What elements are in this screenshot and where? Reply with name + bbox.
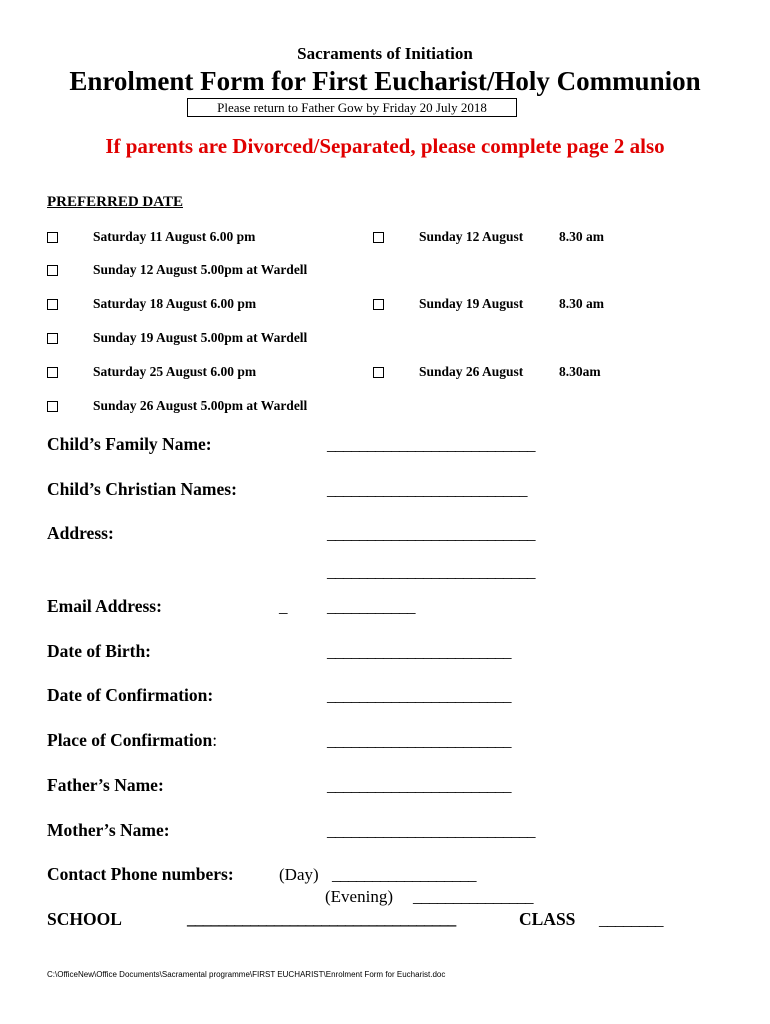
checkbox-sun-26-aug-wardell[interactable] bbox=[47, 401, 58, 412]
class-label: CLASS bbox=[519, 909, 576, 929]
father-name-label: Father’s Name: bbox=[47, 775, 164, 795]
form-subtitle: Sacraments of Initiation bbox=[297, 44, 473, 63]
address-label: Address: bbox=[47, 523, 114, 543]
contact-day-label: (Day) bbox=[279, 865, 319, 884]
address-field-line-1[interactable]: __________________________ bbox=[327, 524, 535, 543]
checkbox-sun-19-aug-wardell[interactable] bbox=[47, 333, 58, 344]
option-sun-19-aug-wardell-label: Sunday 19 August 5.00pm at Wardell bbox=[93, 330, 308, 345]
option-sat-18-aug-label: Saturday 18 August 6.00 pm bbox=[93, 296, 257, 311]
confirmation-date-label: Date of Confirmation: bbox=[47, 685, 214, 705]
school-field[interactable]: __________________________________ bbox=[187, 909, 456, 928]
address-field-line-2[interactable]: __________________________ bbox=[327, 562, 535, 581]
email-dash: _ bbox=[279, 597, 287, 616]
option-sun-12-aug-wardell-label: Sunday 12 August 5.00pm at Wardell bbox=[93, 262, 308, 277]
form-title: Enrolment Form for First Eucharist/Holy Communion bbox=[69, 66, 701, 96]
contact-day-field[interactable]: __________________ bbox=[332, 865, 476, 884]
divorced-warning: If parents are Divorced/Separated, please complete page 2 also bbox=[105, 134, 665, 158]
return-notice: Please return to Father Gow by Friday 20 July 2018 bbox=[187, 98, 517, 117]
checkbox-sun-26-aug-830[interactable] bbox=[373, 367, 384, 378]
dob-field[interactable]: _______________________ bbox=[327, 642, 511, 661]
contact-evening-field[interactable]: _______________ bbox=[413, 887, 533, 906]
father-name-field[interactable]: _______________________ bbox=[327, 776, 511, 795]
checkbox-sun-12-aug-wardell[interactable] bbox=[47, 265, 58, 276]
mother-name-field[interactable]: __________________________ bbox=[327, 821, 535, 840]
option-sun-12-aug-label: Sunday 12 August bbox=[419, 229, 524, 244]
class-field[interactable]: ________ bbox=[599, 910, 663, 929]
confirmation-place-colon: : bbox=[212, 730, 218, 750]
confirmation-place-label-text: Place of Confirmation bbox=[47, 730, 213, 750]
option-sun-19-aug-time: 8.30 am bbox=[559, 296, 604, 311]
option-sun-12-aug-time: 8.30 am bbox=[559, 229, 604, 244]
mother-name-label: Mother’s Name: bbox=[47, 820, 170, 840]
option-sun-26-aug-label: Sunday 26 August bbox=[419, 364, 524, 379]
option-sun-19-aug-label: Sunday 19 August bbox=[419, 296, 524, 311]
family-name-label: Child’s Family Name: bbox=[47, 434, 212, 454]
checkbox-sun-12-aug-830[interactable] bbox=[373, 232, 384, 243]
file-path-footer: C:\OfficeNew\Office Documents\Sacramental programme\FIRST EUCHARIST\Enrolment Form for Eucharist.doc bbox=[47, 970, 446, 979]
option-sun-26-aug-time: 8.30am bbox=[559, 364, 601, 379]
contact-phone-label: Contact Phone numbers: bbox=[47, 864, 234, 884]
email-field[interactable]: ___________ bbox=[327, 597, 415, 616]
christian-names-label: Child’s Christian Names: bbox=[47, 479, 237, 499]
contact-evening-label: (Evening) bbox=[325, 887, 393, 906]
confirmation-place-label bbox=[47, 730, 217, 751]
confirmation-date-field[interactable]: _______________________ bbox=[327, 686, 511, 705]
checkbox-sat-11-aug[interactable] bbox=[47, 232, 58, 243]
email-label: Email Address: bbox=[47, 596, 162, 616]
option-sat-25-aug-label: Saturday 25 August 6.00 pm bbox=[93, 364, 257, 379]
checkbox-sat-18-aug[interactable] bbox=[47, 299, 58, 310]
confirmation-place-field[interactable]: _______________________ bbox=[327, 731, 511, 750]
dob-label: Date of Birth: bbox=[47, 641, 152, 661]
option-sat-11-aug-label: Saturday 11 August 6.00 pm bbox=[93, 229, 256, 244]
school-label: SCHOOL bbox=[47, 909, 122, 929]
preferred-date-heading: PREFERRED DATE bbox=[47, 194, 183, 210]
family-name-field[interactable]: __________________________ bbox=[327, 435, 535, 454]
checkbox-sun-19-aug-830[interactable] bbox=[373, 299, 384, 310]
checkbox-sat-25-aug[interactable] bbox=[47, 367, 58, 378]
option-sun-26-aug-wardell-label: Sunday 26 August 5.00pm at Wardell bbox=[93, 398, 308, 413]
christian-names-field[interactable]: _________________________ bbox=[327, 480, 527, 499]
